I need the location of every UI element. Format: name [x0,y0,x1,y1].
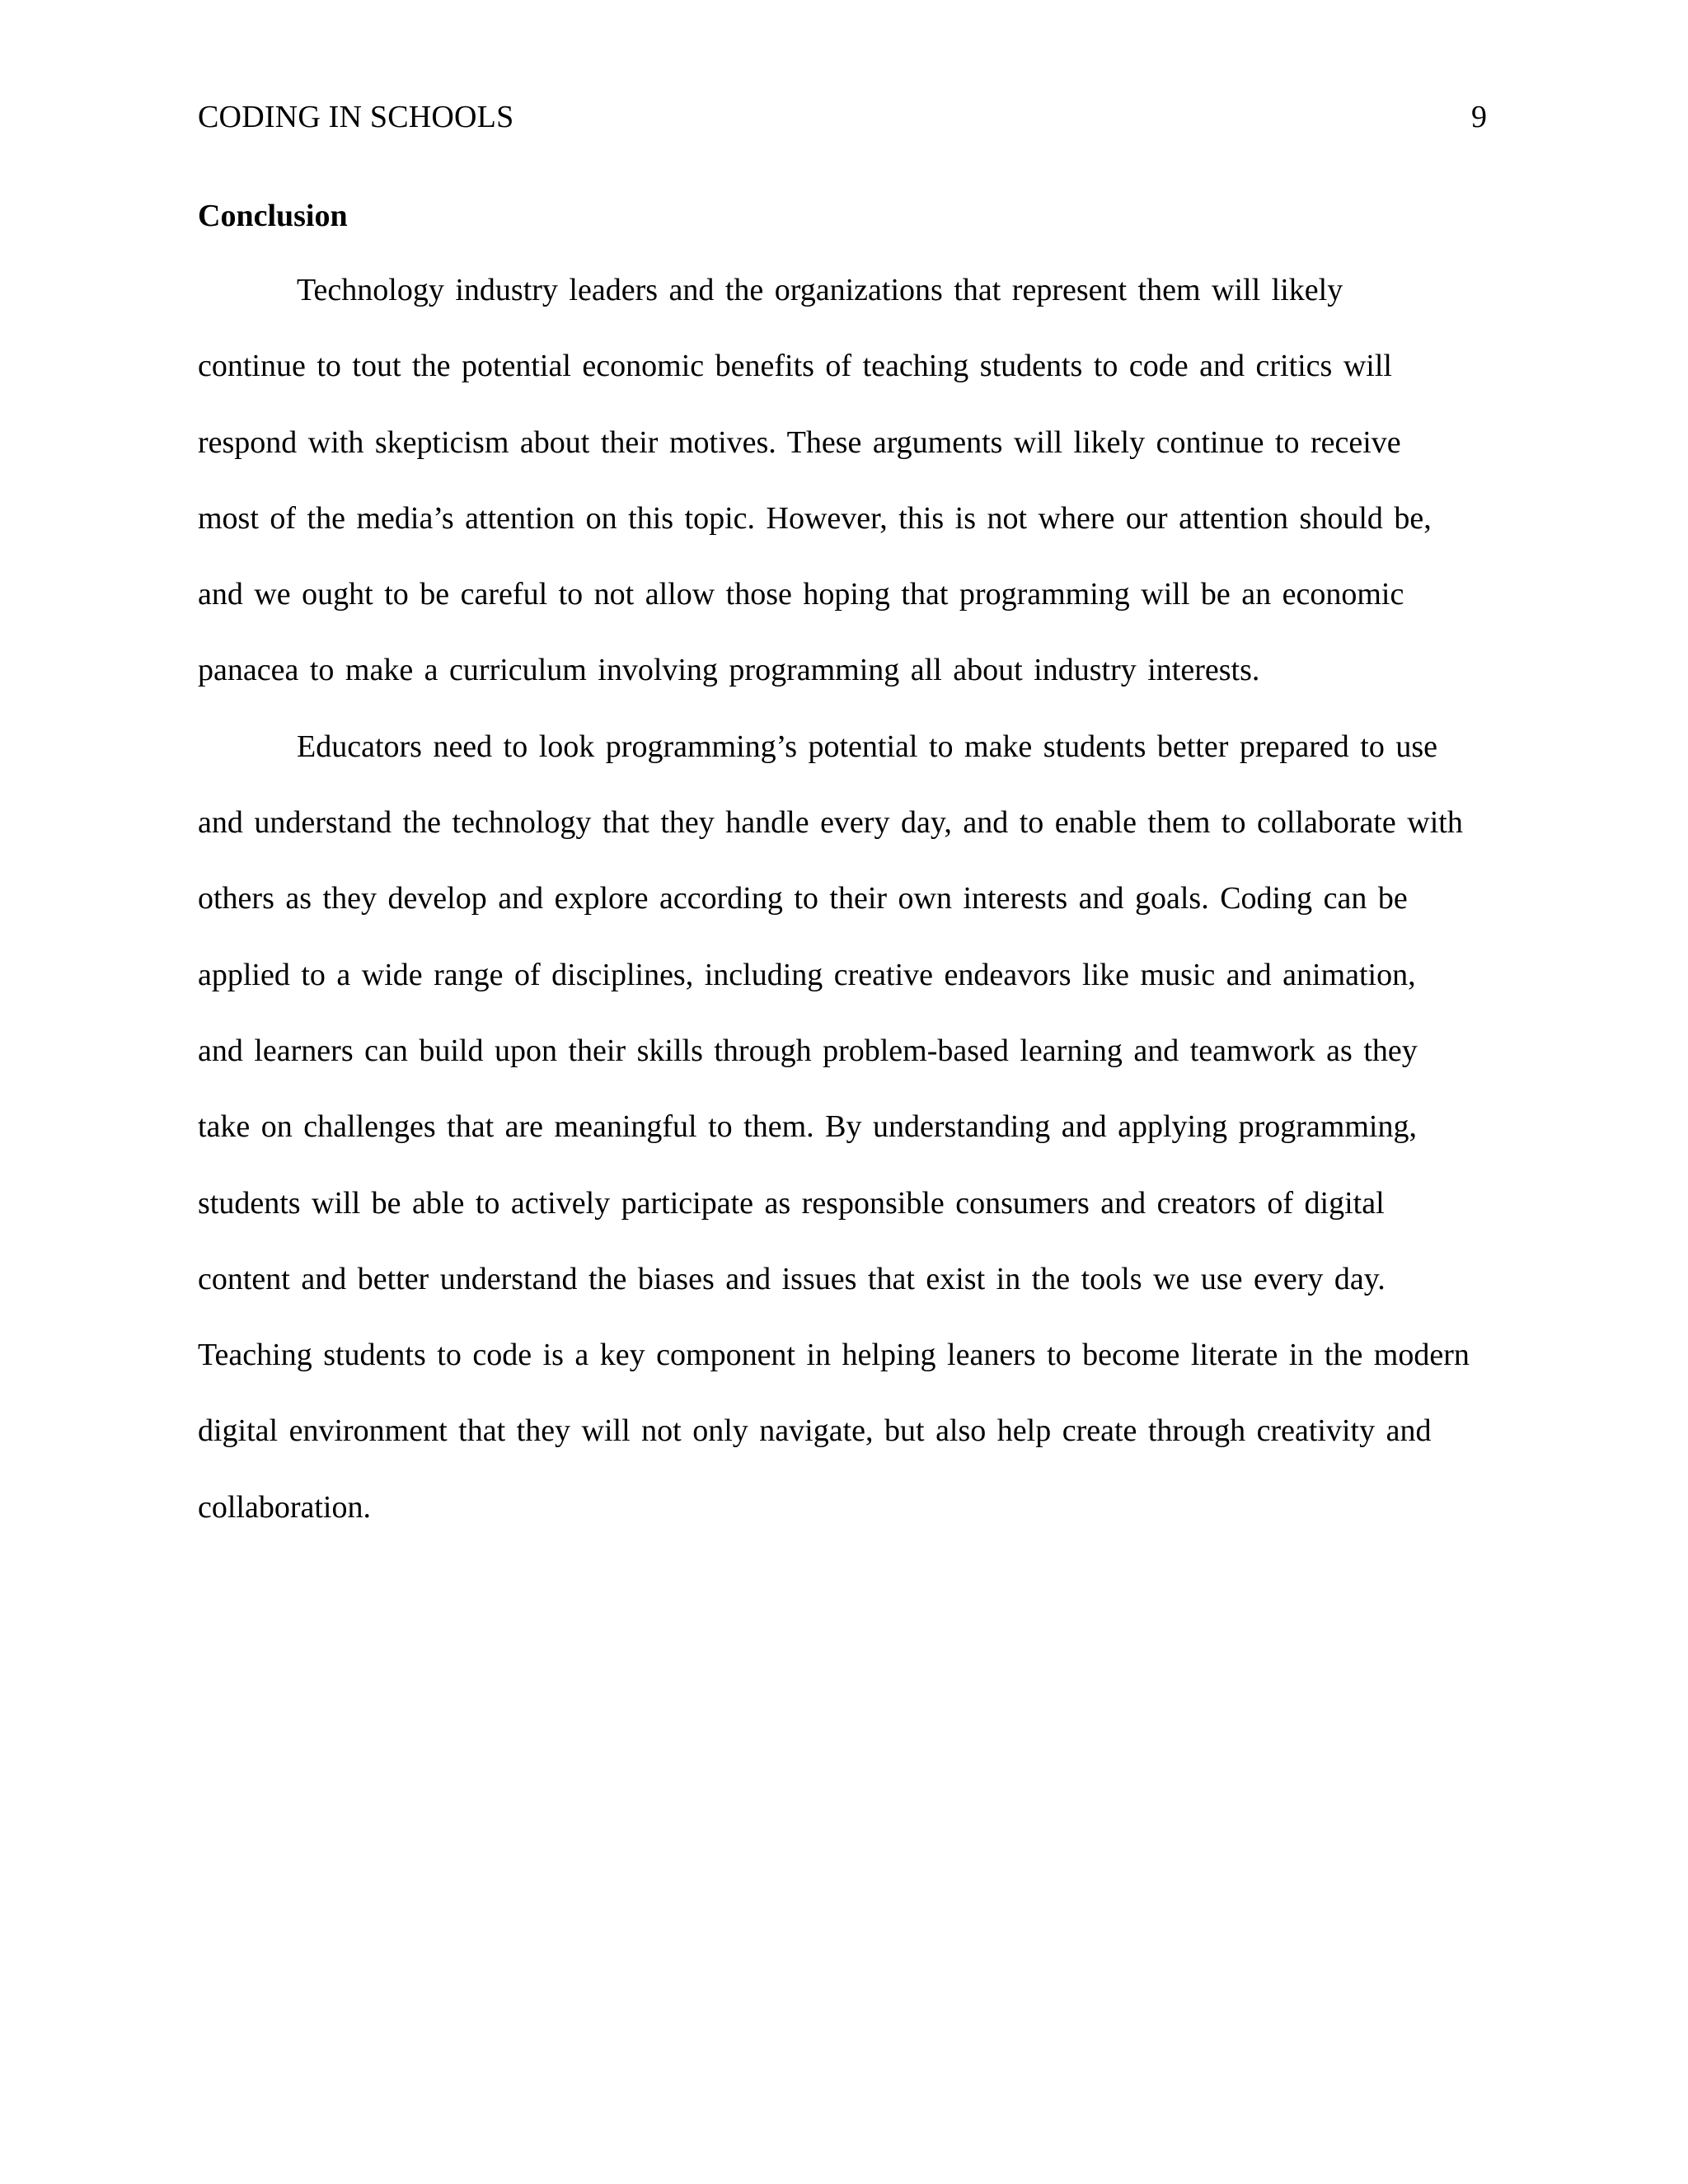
paragraph-2-line: applied to a wide range of disciplines, including creative endeavors like music and animation, [198,957,1416,992]
paragraph-2-line: students will be able to actively participate as responsible consumers and creators of digital [198,1185,1385,1221]
page-number: 9 [1471,100,1487,134]
paragraph-1-line: and we ought to be careful to not allow those hoping that programming will be an economic [198,577,1404,612]
paragraph-1-line: Technology industry leaders and the organizations that represent them will likely [297,273,1343,307]
running-head: CODING IN SCHOOLS [198,100,514,134]
paragraph-2-line: others as they develop and explore according to their own interests and goals. Coding can be [198,881,1408,916]
paragraph-2-line: digital environment that they will not only navigate, but also help create through creativity and [198,1413,1432,1449]
paragraph-1-line: continue to tout the potential economic benefits of teaching students to code and critics will [198,349,1392,384]
paragraph-2-line: Educators need to look programming’s potential to make students better prepared to use [297,729,1437,764]
body-text [198,270,1500,1563]
paragraph-2-line: take on challenges that are meaningful to them. By understanding and applying programming, [198,1109,1417,1145]
paragraph-2-line: and learners can build upon their skills through problem-based learning and teamwork as they [198,1033,1418,1068]
paragraph-2-line: content and better understand the biases and issues that exist in the tools we use every day. [198,1261,1386,1296]
paragraph-1-line: respond with skepticism about their motives. These arguments will likely continue to receive [198,424,1401,460]
paragraph-2-line: collaboration. [198,1489,371,1525]
paragraph-1-line: most of the media’s attention on this topic. However, this is not where our attention should be, [198,500,1432,536]
paragraph-2-line: Teaching students to code is a key component in helping leaners to become literate in the modern [198,1338,1470,1373]
paragraph-1-line: panacea to make a curriculum involving programming all about industry interests. [198,653,1260,688]
paragraph-2-line: and understand the technology that they handle every day, and to enable them to collaborate with [198,805,1463,841]
section-heading: Conclusion [198,199,348,233]
